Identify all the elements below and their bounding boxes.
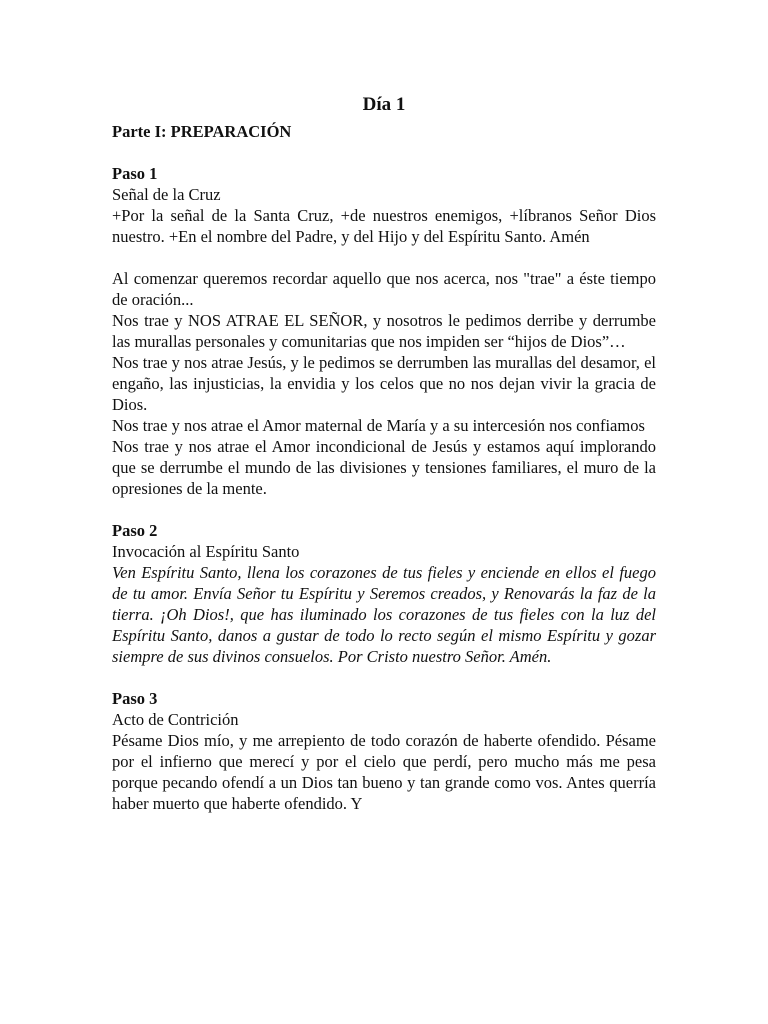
step-1-heading: Paso 1 [112, 164, 158, 183]
reflection-2: Nos trae y NOS ATRAE EL SEÑOR, y nosotros le pedimos derribe y derrumbe las murallas personales y comunitarias que nos impiden ser “hijos de Dios”… [112, 311, 656, 351]
step-1-subtitle: Señal de la Cruz [112, 185, 221, 204]
step-2-heading: Paso 2 [112, 521, 158, 540]
step-3-subtitle: Acto de Contrición [112, 710, 239, 729]
section-title: Parte I: PREPARACIÓN [112, 122, 292, 141]
step-1 [112, 163, 656, 499]
step-3-prayer: Pésame Dios mío, y me arrepiento de todo corazón de haberte ofendido. Pésame por el infierno que merecí y por el cielo que perdí, pero mucho más me pesa porque pecando ofendí a un Dios tan bueno y tan grande como vos. Antes querría haber muerto que haberte ofendido. Y [112, 731, 656, 813]
paragraph-gap [112, 247, 656, 268]
reflection-5: Nos trae y nos atrae el Amor incondicional de Jesús y estamos aquí implorando que se derrumbe el mundo de las divisiones y tensiones familiares, el muro de la opresiones de la mente. [112, 437, 656, 498]
reflection-1: Al comenzar queremos recordar aquello que nos acerca, nos "trae" a éste tiempo de oración... [112, 269, 656, 309]
step-1-prayer: +Por la señal de la Santa Cruz, +de nuestros enemigos, +líbranos Señor Dios nuestro. +En el nombre del Padre, y del Hijo y del Espíritu Santo. Amén [112, 206, 656, 246]
page-title: Día 1 [362, 94, 406, 115]
step-2-subtitle: Invocación al Espíritu Santo [112, 542, 300, 561]
reflection-3: Nos trae y nos atrae Jesús, y le pedimos se derrumben las murallas del desamor, el engaño, las injusticias, la envidia y los celos que no nos dejan vivir la gracia de Dios. [112, 353, 656, 414]
reflection-4: Nos trae y nos atrae el Amor maternal de María y a su intercesión nos confiamos [112, 416, 645, 435]
step-2 [112, 520, 656, 667]
step-2-prayer: Ven Espíritu Santo, llena los corazones de tus fieles y enciende en ellos el fuego de tu amor. Envía Señor tu Espíritu y Seremos creados, y Renovarás la faz de la tierra. ¡Oh Dios!, que has iluminado los corazones de tus fieles con la luz del Espíritu Santo, danos a gustar de todo lo recto según el mismo Espíritu y gozar siempre de sus divinos consuelos. Por Cristo nuestro Señor. Amén. [112, 563, 656, 666]
step-3-heading: Paso 3 [112, 689, 158, 708]
step-3 [112, 688, 656, 814]
